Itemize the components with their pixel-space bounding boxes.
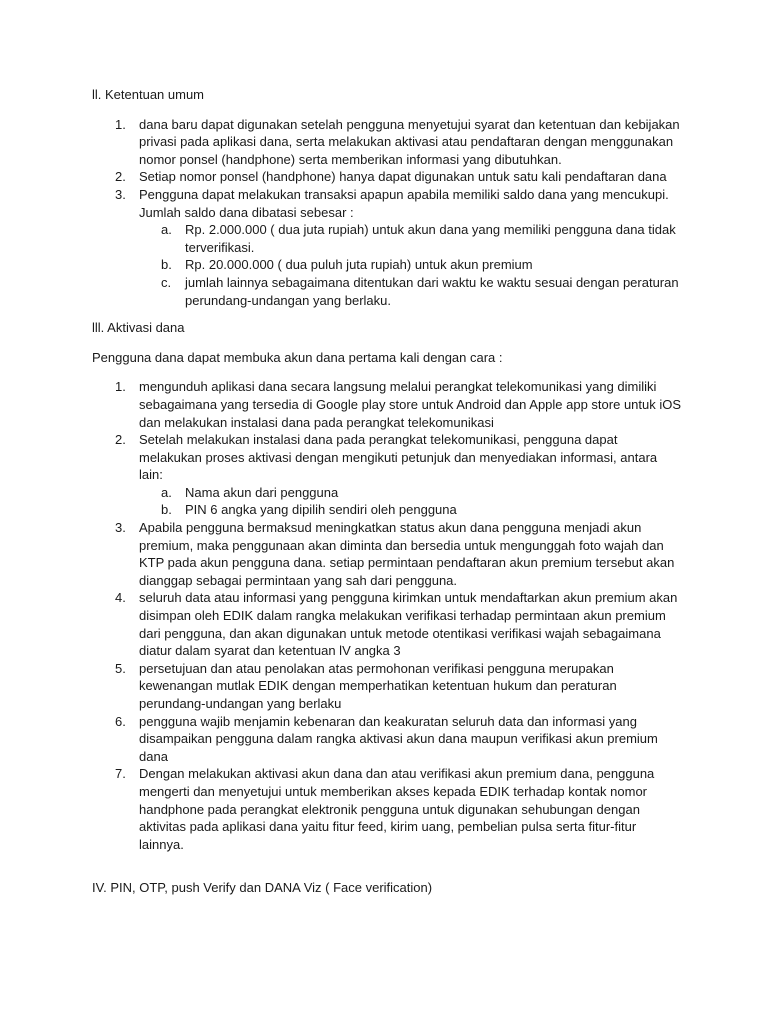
list-marker: 4. — [115, 590, 126, 606]
list-item — [115, 116, 682, 169]
sub-list-marker: a. — [161, 484, 172, 500]
aktivasi-list — [115, 378, 682, 853]
list-item-text: Setelah melakukan instalasi dana pada perangkat telekomunikasi, pengguna dapat melakukan proses aktivasi dengan mengikuti petunjuk dan menyediakan informasi, antara lain: — [139, 432, 658, 483]
sub-list-marker: b. — [161, 502, 172, 518]
sub-list-item-text: Nama akun dari pengguna — [185, 484, 339, 500]
sub-list-marker: a. — [161, 222, 172, 238]
list-marker: 6. — [115, 713, 126, 729]
sub-list-item — [161, 256, 682, 274]
list-item — [115, 168, 682, 186]
list-item — [115, 186, 682, 309]
list-item-text: Setiap nomor ponsel (handphone) hanya dapat digunakan untuk satu kali pendaftaran dana — [139, 169, 667, 185]
list-item-text: seluruh data atau informasi yang pengguna kirimkan untuk mendaftarkan akun premium akan disimpan oleh EDIK dalam rangka melakukan verifikasi terhadap permintaan akun premium dari pengguna, dan akan digunakan untuk metode otentikasi verifikasi wajah sebagaimana diatur dalam syarat dan ketentuan lV angka 3 — [139, 590, 678, 659]
list-item-text: Apabila pengguna bermaksud meningkatkan status akun dana pengguna menjadi akun premium, maka penggunaan akan diminta dan bersedia untuk mengunggah foto wajah dan KTP pada akun pengguna dana. setiap permintaan pendaftaran akun premium tersebut akan dianggap sebagai permintaan yang sah dari pengguna. — [139, 520, 675, 588]
list-item — [115, 519, 682, 589]
sub-list-item-text: Rp. 20.000.000 ( dua puluh juta rupiah) untuk akun premium — [185, 257, 533, 273]
list-item — [115, 713, 682, 766]
list-item-text: pengguna wajib menjamin kebenaran dan keakuratan seluruh data dan informasi yang disampaikan pengguna dalam rangka aktivasi akun dana maupun verifikasi akun premium dana — [139, 713, 658, 764]
list-marker: 1. — [115, 379, 126, 395]
section-heading-ketentuan-umum: ll. Ketentuan umum — [92, 87, 205, 102]
list-item — [115, 589, 682, 659]
list-marker: 2. — [115, 432, 126, 448]
list-item — [115, 431, 682, 519]
sub-list-item — [161, 221, 682, 256]
sub-list-marker: b. — [161, 257, 172, 273]
list-marker: 5. — [115, 660, 126, 676]
list-marker: 1. — [115, 116, 126, 132]
list-item — [115, 378, 682, 431]
aktivasi-intro: Pengguna dana dapat membuka akun dana pertama kali dengan cara : — [92, 349, 503, 365]
list-item — [115, 660, 682, 713]
sub-list-item-text: jumlah lainnya sebagaimana ditentukan dari waktu ke waktu sesuai dengan peraturan perundang-undangan yang berlaku. — [185, 274, 679, 308]
sub-list-marker: c. — [161, 274, 172, 290]
sub-list-item-text: PIN 6 angka yang dipilih sendiri oleh pengguna — [185, 502, 457, 518]
sub-list-item — [161, 274, 682, 309]
saldo-limit-sublist — [161, 221, 682, 309]
section-heading-pin-otp: IV. PIN, OTP, push Verify dan DANA Viz ( Face verification) — [92, 880, 433, 896]
list-marker: 2. — [115, 169, 126, 185]
list-item-text: mengunduh aplikasi dana secara langsung melalui perangkat telekomunikasi yang dimiliki sebagaimana yang tersedia di Google play store untuk Android dan Apple app store untuk iOS dan melakukan instalasi dana pada perangkat telekomunikasi — [139, 379, 682, 430]
list-marker: 3. — [115, 520, 126, 536]
list-item-text: Pengguna dapat melakukan transaksi apapun apabila memiliki saldo dana yang mencukupi. Jumlah saldo dana dibatasi sebesar : — [139, 186, 669, 220]
list-marker: 7. — [115, 766, 126, 782]
section-heading-aktivasi-dana: lll. Aktivasi dana — [92, 320, 185, 336]
ketentuan-umum-list — [115, 116, 682, 310]
list-marker: 3. — [115, 186, 126, 202]
sub-list-item — [161, 484, 682, 502]
list-item-text: persetujuan dan atau penolakan atas permohonan verifikasi pengguna merupakan kewenangan mutlak EDIK dengan memperhatikan ketentuan hukum dan peraturan perundang-undangan yang berlaku — [139, 660, 617, 711]
aktivasi-info-sublist — [161, 484, 682, 519]
list-item — [115, 765, 682, 853]
list-item-text: Dengan melakukan aktivasi akun dana dan atau verifikasi akun premium dana, pengguna mengerti dan menyetujui untuk memberikan akses kepada EDIK terhadap kontak nomor handphone pada perangkat elektronik pengguna untuk digunakan sehubungan dengan aktivitas pada aplikasi dana yaitu fitur feed, kirim uang, pembelian pulsa serta fitur-fitur lainnya. — [139, 766, 655, 852]
sub-list-item-text: Rp. 2.000.000 ( dua juta rupiah) untuk akun dana yang memiliki pengguna dana tidak terverifikasi. — [185, 222, 676, 255]
sub-list-item — [161, 501, 682, 519]
list-item-text: dana baru dapat digunakan setelah pengguna menyetujui syarat dan ketentuan dan kebijakan privasi pada aplikasi dana, serta melakukan aktivasi atau pendaftaran dengan menggunakan nomor ponsel (handphone) serta memberikan informasi yang dibutuhkan. — [139, 116, 680, 167]
